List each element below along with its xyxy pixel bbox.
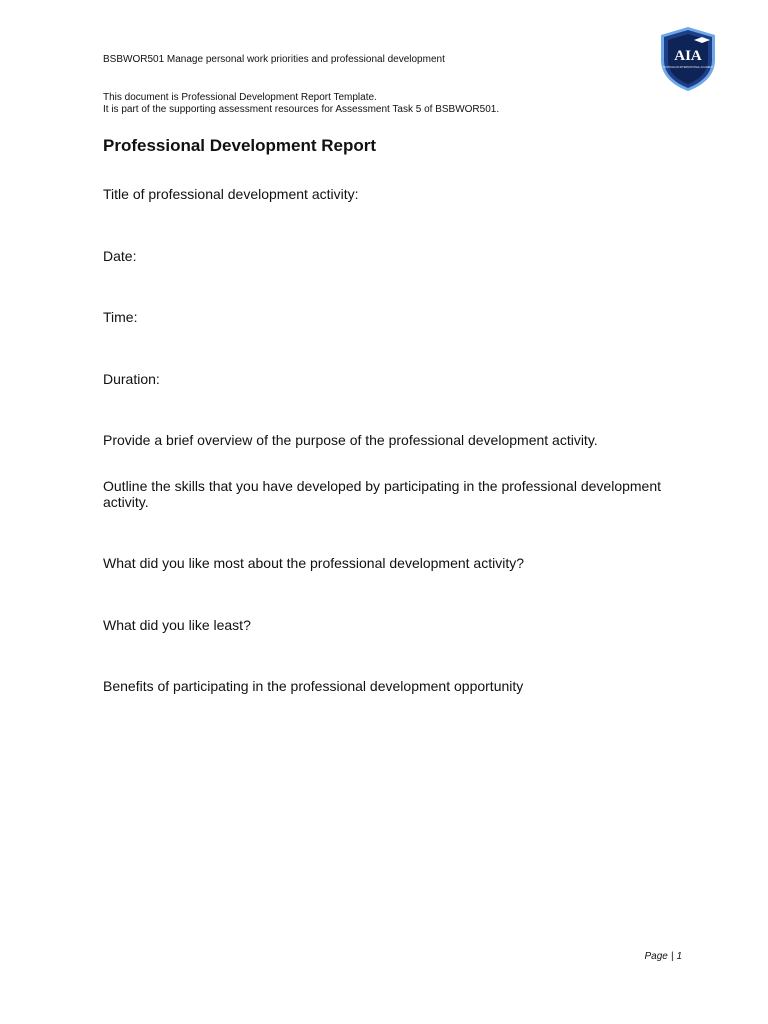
header-course-line: BSBWOR501 Manage personal work priorities and professional development — [103, 54, 445, 65]
logo-subtext: AUSTRALIAN INTERNATIONAL ACADEMY — [662, 66, 714, 69]
intro-text — [103, 92, 499, 116]
field-liked-most: What did you like most about the professional development activity? — [103, 555, 525, 571]
aia-shield-logo — [658, 26, 718, 92]
field-duration: Duration: — [103, 371, 160, 387]
field-overview: Provide a brief overview of the purpose of the professional development activity. — [103, 432, 598, 448]
page-footer — [600, 950, 682, 963]
intro-line-2: It is part of the supporting assessment resources for Assessment Task 5 of BSBWOR501. — [103, 104, 500, 115]
field-date: Date: — [103, 248, 137, 264]
field-activity-title: Title of professional development activity: — [103, 186, 359, 202]
page-label: Page — [644, 951, 668, 962]
page-number: 1 — [676, 951, 682, 962]
logo-text: AIA — [674, 48, 702, 64]
field-skills: Outline the skills that you have developed by participating in the professional development activity. — [103, 478, 662, 510]
page-title: Professional Development Report — [103, 136, 377, 155]
intro-line-1: This document is Professional Development Report Template. — [103, 92, 377, 103]
page-separator: | — [670, 951, 674, 962]
field-time: Time: — [103, 309, 138, 325]
field-liked-least: What did you like least? — [103, 617, 251, 633]
field-benefits: Benefits of participating in the professional development opportunity — [103, 678, 524, 694]
